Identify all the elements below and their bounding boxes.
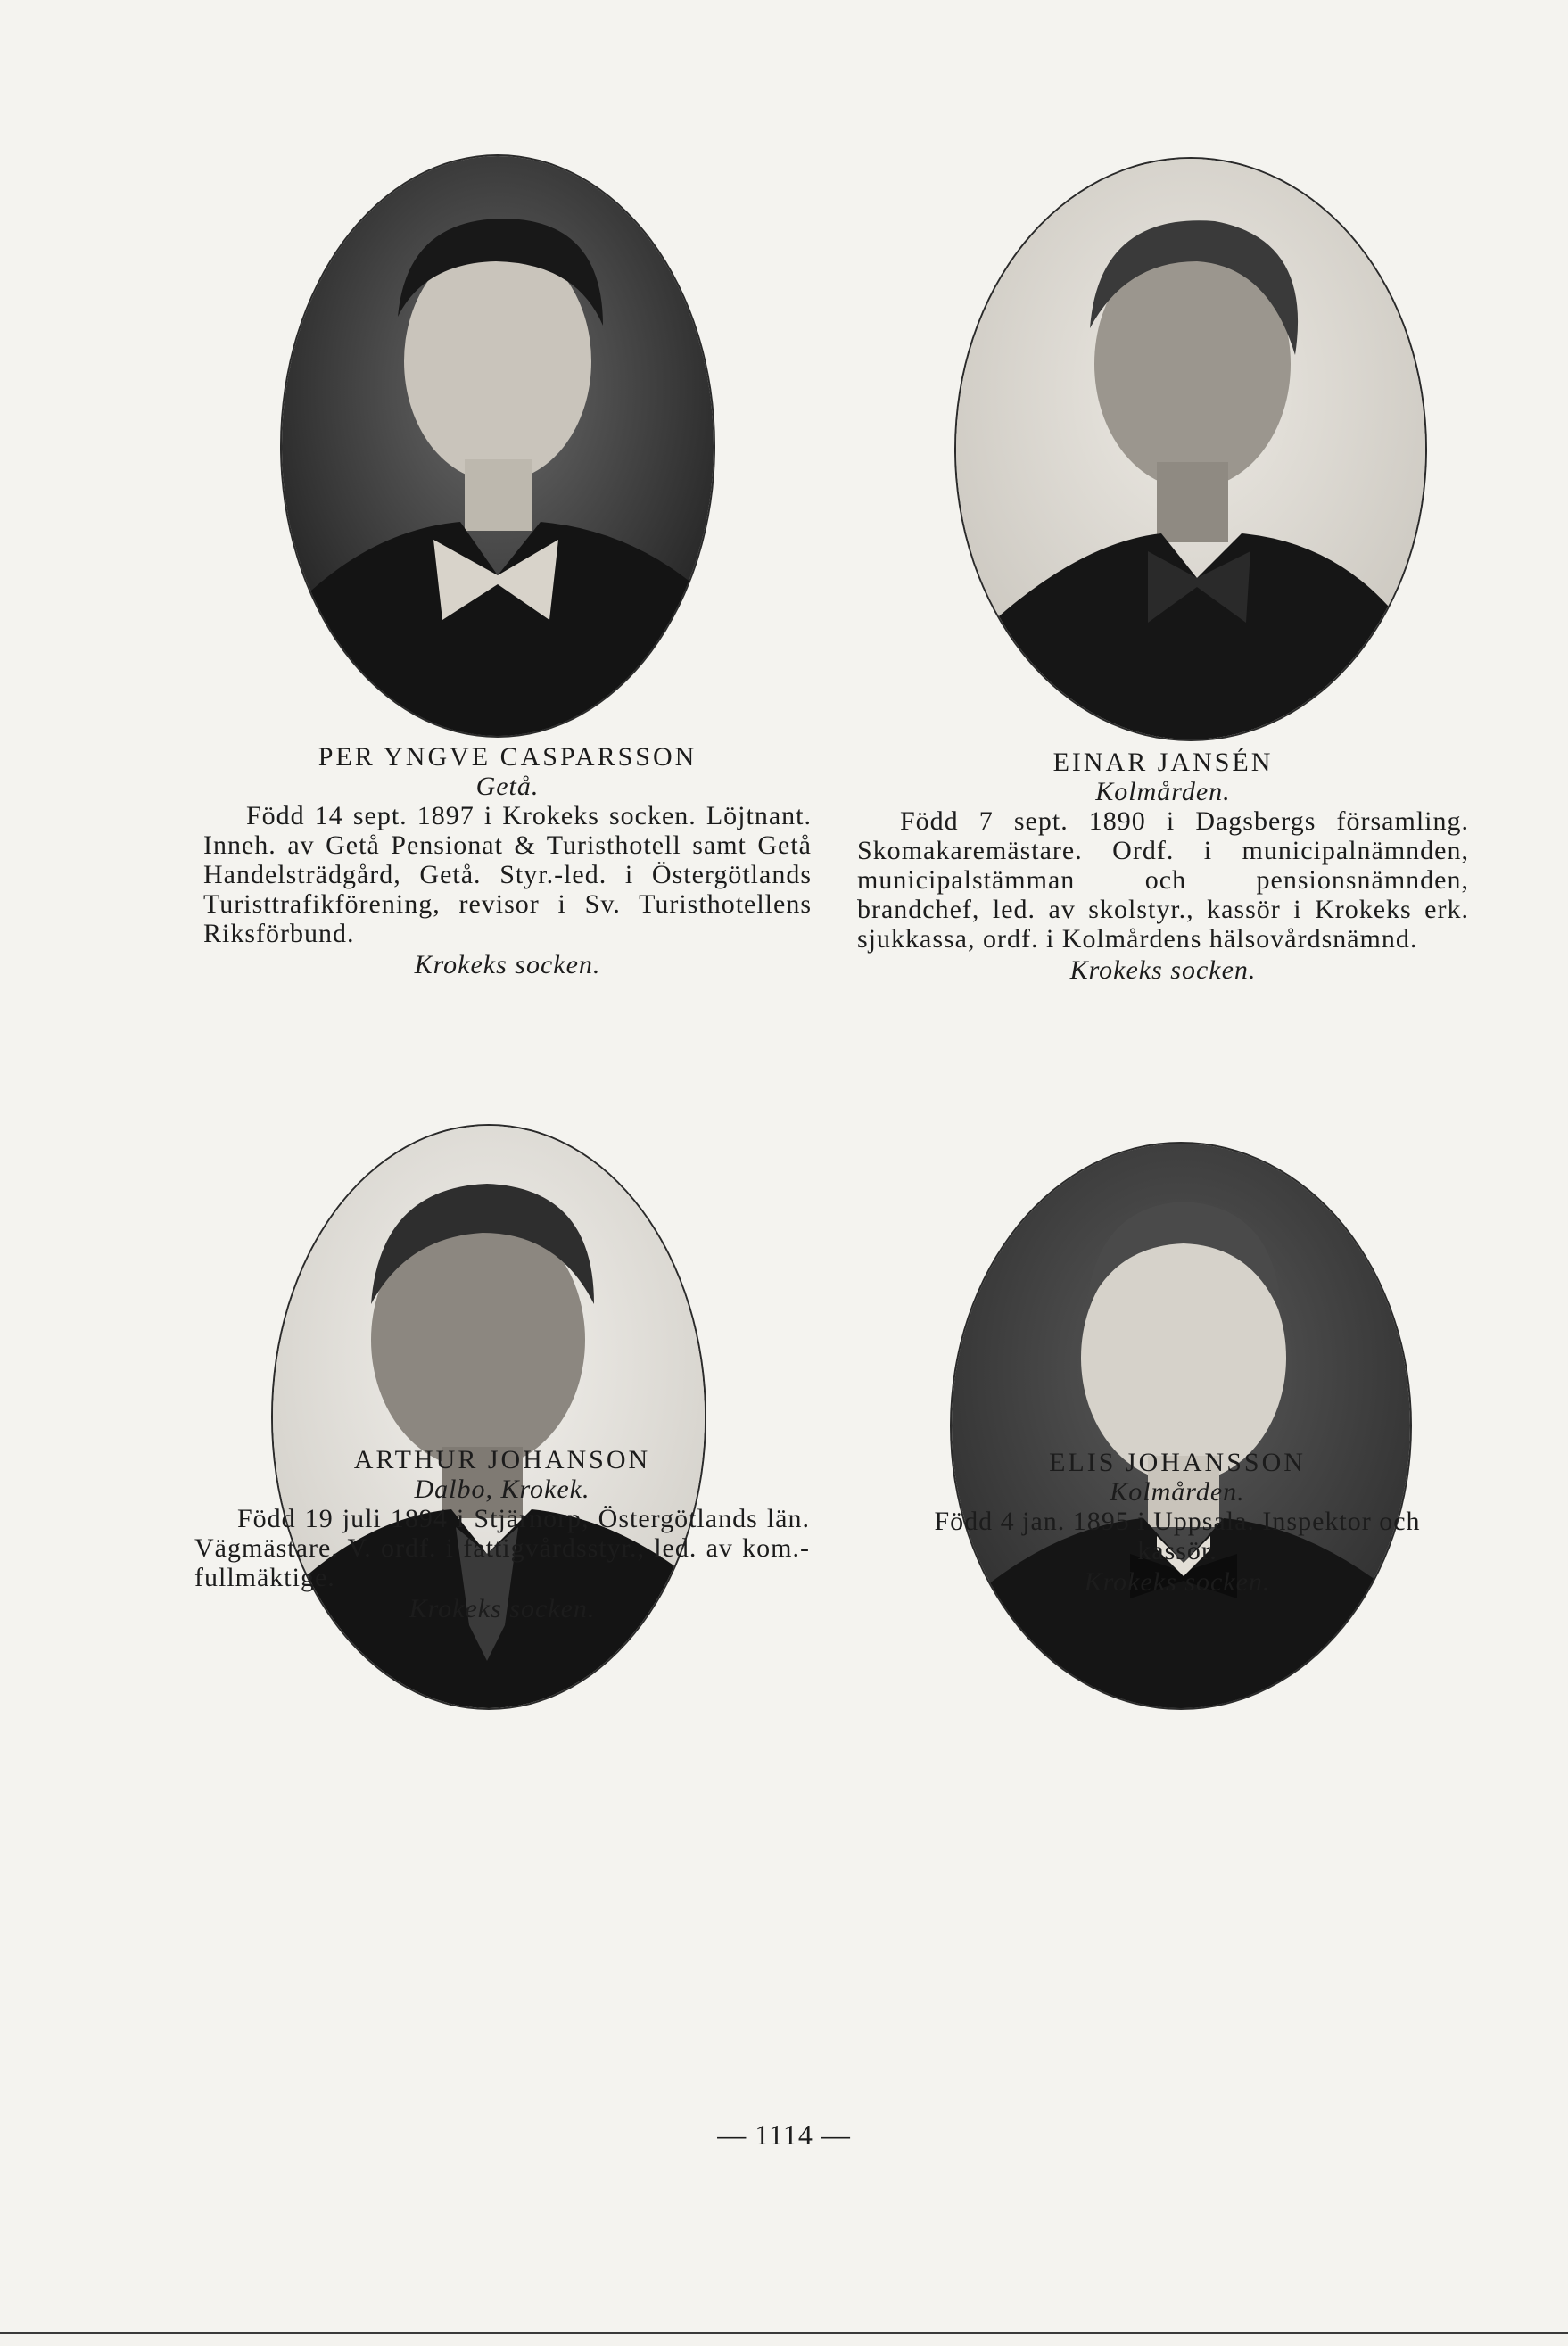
person-place: Getå. [475,772,540,801]
person-parish: Krokeks socken. [414,950,601,979]
portrait-per-yngve-casparsson [282,156,714,736]
portrait-elis-johansson [952,1144,1410,1708]
biography-entry [194,1445,810,1623]
portrait-einar-jansen [956,159,1425,739]
bottom-rule [0,2332,1568,2334]
person-parish: Krokeks socken. [1084,1567,1271,1597]
person-biography: Född 14 sept. 1897 i Krokeks socken. Löjtnant. Inneh. av Getå Pensionat & Turisthotell samt Getå Handelsträdgård, Getå. Styr.-led. i Östergötlands Turisttrafikförening, revisor i Sv. Turisthotellens Riksförbund. [203,801,812,948]
page-number: — 1114 — [717,2119,851,2151]
biography-entry [203,742,812,979]
person-place: Kolmården. [1095,777,1231,806]
person-biography: Född 7 sept. 1890 i Dagsbergs församling. Skomakaremästare. Ordf. i municipalnämnden, municipalstämman och pensionsnämnden, brandchef, led. av skolstyr., kassör i Krokeks erk. sjukkassa, ordf. i Kolmårdens hälsovårdsnämnd. [857,806,1469,954]
person-name: ARTHUR JOHANSON [353,1445,651,1475]
person-name: EINAR JANSÉN [1052,748,1274,777]
person-place: Dalbo, Krokek. [414,1475,590,1504]
person-name: PER YNGVE CASPARSSON [318,742,697,772]
biography-entry [919,1448,1436,1597]
person-name: ELIS JOHANSSON [1049,1448,1306,1477]
biography-entry [857,748,1469,985]
person-biography: Född 4 jan. 1895 i Uppsala. Inspektor och kassör. [934,1507,1421,1565]
person-parish: Krokeks socken. [409,1594,596,1623]
person-biography: Född 19 juli 1894 i Stjärnorp, Östergötlands län. Vägmästare. V. ordf. i fattigvårdsstyr., led. av kom.-fullmäktige. [194,1504,810,1592]
person-parish: Krokeks socken. [1069,955,1257,985]
person-place: Kolmården. [1110,1477,1245,1507]
